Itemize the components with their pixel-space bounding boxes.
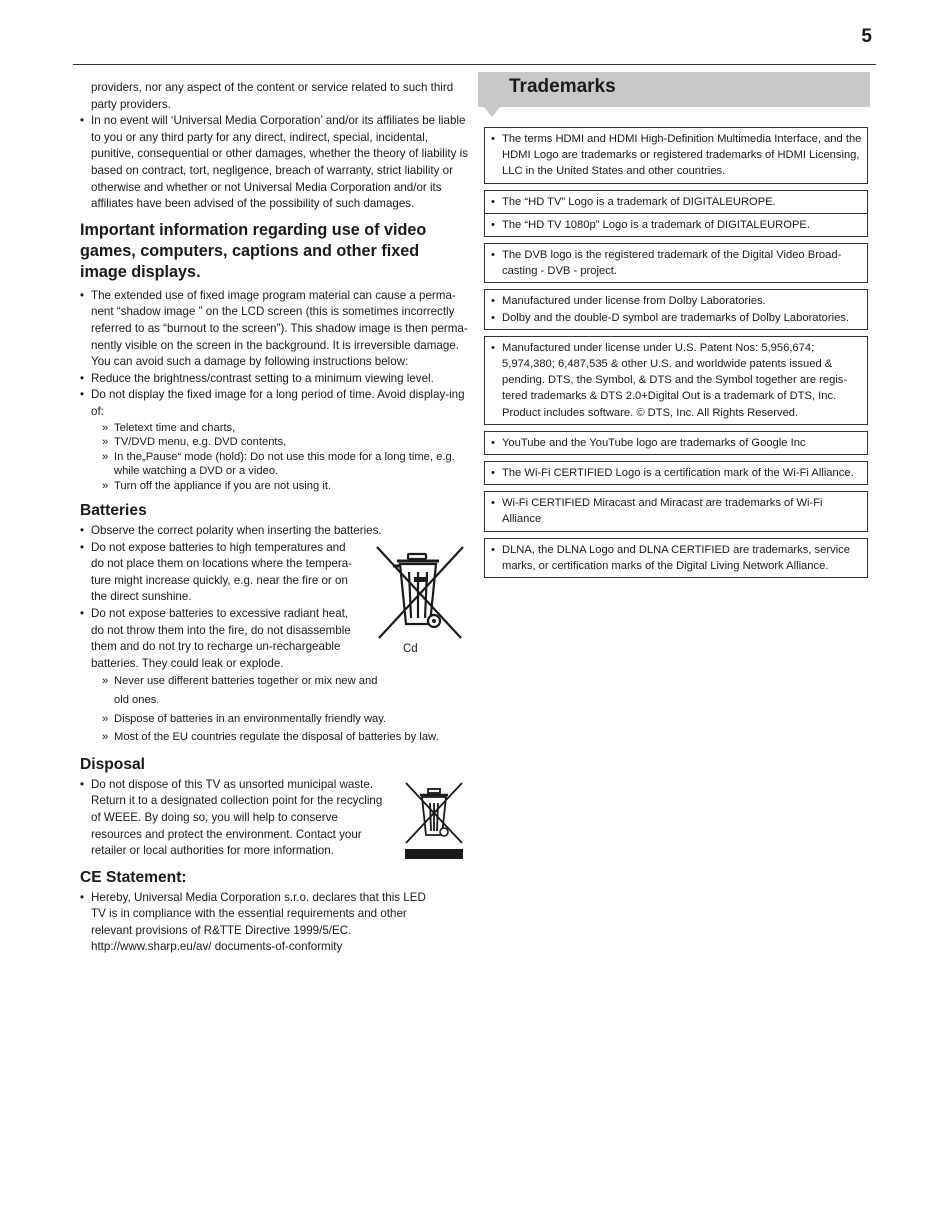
batteries-sub-item: » Most of the EU countries regulate the disposal of batteries by law. [80,728,468,747]
batteries-sub-item: » Never use different batteries together or mix new and old ones. [80,672,382,709]
trademark-box-dts [484,336,868,425]
fixed-image-bullet: • Reduce the brightness/contrast setting to a minimum viewing level. [80,371,468,388]
trademark-box-dvb [484,243,868,283]
batteries-sub-item: » Dispose of batteries in an environmentally friendly way. [80,710,468,729]
trademark-box-hd-tv [484,190,868,214]
disposal-heading: Disposal [80,755,145,773]
trademarks-title: Trademarks [509,76,616,97]
cd-caption: Cd [403,643,418,655]
trademark-item: • The terms HDMI and HDMI High-Definition Multimedia Interface, and the HDMI Logo are trademarks or registered trademarks of HDMI Licensing, LLC in the United States and other countries. [491,131,863,180]
trademark-item: • YouTube and the YouTube logo are trademarks of Google Inc [491,435,863,451]
fixed-image-sub-item: » Turn off the appliance if you are not using it. [80,479,468,494]
liability-bullet: • In no event will ‘Universal Media Corporation’ and/or its affiliates be liable to you or any third party for any direct, indirect, special, incidental, punitive, consequential or other damages, whether the theory of liability is based on contract, tort, negligence, breach of warranty, strict liability or otherwise and whether or not Universal Media Corporation and/or its affiliates have been advised of the possibility of such damages. [80,113,468,213]
trademarks-header-band [478,72,870,107]
trademark-item: • DLNA, the DLNA Logo and DLNA CERTIFIED are trademarks, service marks, or certification marks of the Digital Living Network Alliance. [491,542,863,574]
trademarks-section [478,72,870,578]
trademark-box-youtube [484,431,868,455]
fixed-image-heading: Important information regarding use of video games, computers, captions and other fixed image displays. [80,220,427,281]
trademark-box-dolby [484,289,868,329]
batteries-bullet: • Do not expose batteries to high temperatures and do not place them on locations where the tempera-ture might increase quickly, e.g. near the fire or on the direct sunshine. [80,540,359,606]
trademark-box-wifi [484,461,868,485]
fixed-image-sub-item: » TV/DVD menu, e.g. DVD contents, [80,435,468,450]
batteries-heading: Batteries [80,502,147,519]
disposal-bullet: • Do not dispose of this TV as unsorted municipal waste. Return it to a designated collection point for the recycling of WEEE. By doing so, you will help to conserve resources and protect the environment. Contact your retailer or local authorities for more information. [80,777,391,860]
trademark-item: • Wi-Fi CERTIFIED Miracast and Miracast are trademarks of Wi-Fi Alliance [491,495,863,527]
ce-bullet: • Hereby, Universal Media Corporation s.r.o. declares that this LED TV is in compliance with the essential requirements and other relevant provisions of R&TTE Directive 1999/5/EC. http://www.sharp.eu/av/ documents-of-conformity [80,890,441,956]
trademark-box-hd-tv-1080p [484,214,868,237]
trademark-box-dlna [484,538,868,578]
trademark-item: • Dolby and the double-D symbol are trademarks of Dolby Laboratories. [491,310,863,326]
crossed-bin-cd-icon [373,544,467,656]
batteries-bullet: • Observe the correct polarity when inserting the batteries. [80,523,468,540]
ce-heading: CE Statement: [80,868,187,886]
trademark-item: • The “HD TV” Logo is a trademark of DIGITALEUROPE. [491,194,863,210]
weee-crossed-bin-icon [402,781,466,861]
page-number: 5 [861,26,872,47]
trademark-box-hdmi [484,127,868,184]
trademark-item: • The DVB logo is the registered trademark of the Digital Video Broad-casting - DVB - project. [491,247,863,279]
trademark-item: • The Wi-Fi CERTIFIED Logo is a certification mark of the Wi-Fi Alliance. [491,465,863,481]
fixed-image-sub-item: » Teletext time and charts, [80,421,468,436]
trademark-item: • The “HD TV 1080p” Logo is a trademark of DIGITALEUROPE. [491,217,863,233]
trademark-item: • Manufactured under license under U.S. Patent Nos: 5,956,674; 5,974,380; 6,487,535 & other U.S. and worldwide patents issued & pending. DTS, the Symbol, & DTS and the Symbol together are regis-tered trademarks & DTS 2.0+Digital Out is a trademark of DTS, Inc. Product includes software. © DTS, Inc. All Rights Reserved. [491,340,863,421]
batteries-bullet: • Do not expose batteries to excessive radiant heat, do not throw them into the fire, do not disassemble them and do not try to recharge un-rechargeable batteries. They could leak or explode. [80,606,359,672]
header-rule [73,64,876,65]
trademark-item: • Manufactured under license from Dolby Laboratories. [491,293,863,309]
fixed-image-bullet: • Do not display the fixed image for a long period of time. Avoid display-ing of: [80,387,468,420]
trademark-box-miracast [484,491,868,531]
intro-continuation: providers, nor any aspect of the content or service related to such third party providers. [91,81,454,111]
fixed-image-bullet: • The extended use of fixed image program material can cause a perma-nent “shadow image ” on the LCD screen (this is sometimes incorrectly referred to as “burnout to the screen”). This shadow image is then perma-nently visible on the screen in the background. It is irreversible damage. You can avoid such a damage by following instructions below: [80,288,468,371]
fixed-image-sub-item: » In the„Pause“ mode (hold): Do not use this mode for a long time, e.g. while watching a DVD or a video. [80,450,468,479]
